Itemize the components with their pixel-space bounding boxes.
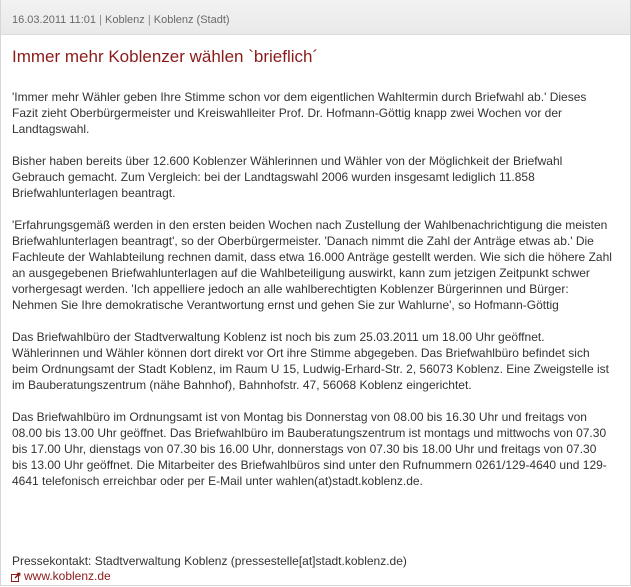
article-subcategory: Koblenz (Stadt) (153, 14, 230, 26)
article-date: 16.03.2011 11:01 (12, 14, 97, 26)
external-link-icon (11, 571, 21, 581)
meta-separator: | (99, 14, 102, 26)
article-paragraph: Das Briefwahlbüro im Ordnungsamt ist von Montag bis Donnerstag von 08.00 bis 16.30 Uhr und freitags von 08.00 bis 13.00 Uhr geöffnet. Das Briefwahlbüro im Bauberatungszentrum ist montags und mittwochs von 07.30 bis 17.00 Uhr, dienstags von 07.30 bis 16.00 Uhr, donnerstags von 07.30 bis 18.00 Uhr und freitags von 07.30 bis 13.00 Uhr geöffnet. Die Mitarbeiter des Briefwahlbüros sind unter den Rufnummern 0261/129-4640 und 129-4641 telefonisch erreichbar oder per E-Mail unter wahlen(at)stadt.koblenz.de. (12, 410, 607, 488)
article-meta-bar (1, 0, 630, 35)
article-paragraph: 'Immer mehr Wähler geben Ihre Stimme schon vor dem eigentlichen Wahltermin durch Briefwahl ab.' Dieses Fazit zieht Oberbürgermeister und Kreiswahlleiter Prof. Dr. Hofmann-Göttig knapp zwei Wochen vor der Landtagswahl. (12, 90, 587, 136)
press-contact: Pressekontakt: Stadtverwaltung Koblenz (pressestelle[at]stadt.koblenz.de) (12, 554, 407, 568)
article-paragraph: 'Erfahrungsgemäß werden in den ersten beiden Wochen nach Zustellung der Wahlbenachrichtigung die meisten Briefwahlunterlagen beantragt', so der Oberbürgermeister. 'Danach nimmt die Zahl der Anträge etwas ab.' Die Fachleute der Wahlabteilung rechnen damit, dass etwa 16.000 Anträge gestellt werden. Wie sich die höhere Zahl an ausgegebenen Briefwahlunterlagen auf die Wahlbeteiligung auswirkt, kann zum jetzigen Zeitpunkt schwer vorhergesagt werden. 'Ich appelliere jedoch an alle wahlberechtigten Koblenzer Bürgerinnen und Bürger: Nehmen Sie Ihre demokratische Verantwortung ernst und gehen Sie zur Wahlurne', so Hofmann-Göttig (12, 218, 612, 312)
meta-separator: | (147, 14, 151, 26)
source-link-label: www.koblenz.de (24, 569, 111, 583)
article-body (12, 89, 612, 505)
article-paragraph: Bisher haben bereits über 12.600 Koblenzer Wählerinnen und Wähler von der Möglichkeit der Briefwahl Gebrauch gemacht. Zum Vergleich: bei der Landtagswahl 2006 wurden insgesamt lediglich 11.858 Briefwahlunterlagen beantragt. (12, 154, 563, 200)
source-link[interactable] (11, 569, 111, 583)
article-paragraph: Das Briefwahlbüro der Stadtverwaltung Koblenz ist noch bis zum 25.03.2011 um 18.00 Uhr geöffnet. Wählerinnen und Wähler können dort direkt vor Ort ihre Stimme abgegeben. Das Briefwahlbüro befindet sich beim Ordnungsamt der Stadt Koblenz, im Raum U 15, Ludwig-Erhard-Str. 2, 56073 Koblenz. Eine Zweigstelle ist im Bauberatungszentrum (nähe Bahnhof), Bahnhofstr. 47, 56068 Koblenz eingerichtet. (12, 330, 609, 392)
article-category: Koblenz (105, 14, 145, 26)
article-meta (12, 14, 230, 27)
article-title: Immer mehr Koblenzer wählen `brieflich´ (12, 47, 319, 66)
